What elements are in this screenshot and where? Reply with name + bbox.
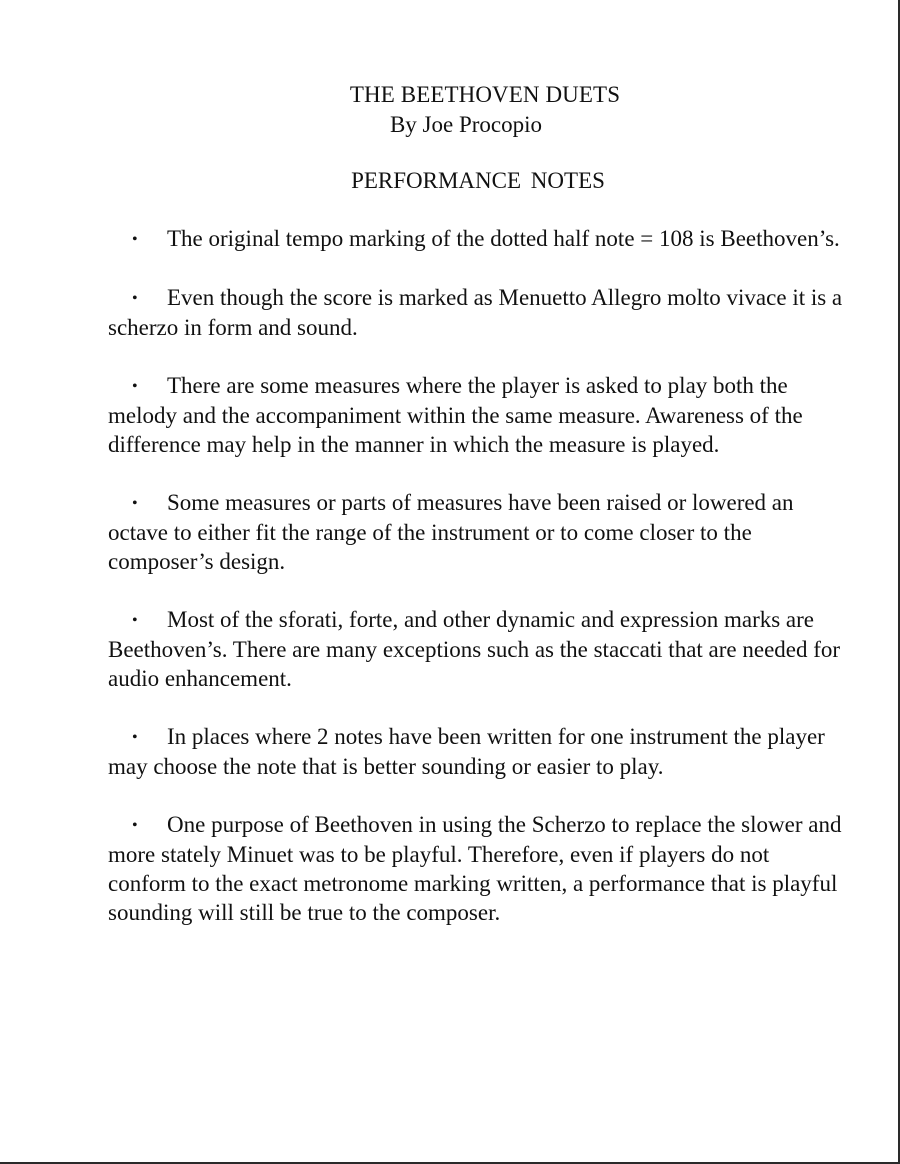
bullet-icon: • [132, 231, 138, 248]
section-title: PERFORMANCE NOTES [351, 168, 605, 193]
note-item [108, 224, 848, 254]
bullet-icon: • [132, 495, 138, 512]
performance-notes-list [108, 224, 848, 956]
bullet-icon: • [132, 378, 138, 395]
note-item [108, 283, 848, 342]
note-text: The original tempo marking of the dotted half note = 108 is Beethoven’s. [167, 226, 840, 251]
note-item [108, 605, 848, 693]
document-header [0, 80, 900, 140]
note-item [108, 722, 848, 781]
document-author: By Joe Procopio [389, 112, 543, 137]
note-text: Some measures or parts of measures have been raised or lowered an octave to either fit the range of the instrument or to come closer to the composer’s design. [108, 490, 794, 574]
note-text: There are some measures where the player is asked to play both the melody and the accompaniment within the same measure. Awareness of the difference may help in the manner in which the measure is played. [108, 373, 803, 457]
note-text: Even though the score is marked as Menuetto Allegro molto vivace it is a scherzo in form and sound. [108, 285, 843, 340]
note-text: In places where 2 notes have been written for one instrument the player may choose the note that is better sounding or easier to play. [108, 724, 825, 779]
document-title: THE BEETHOVEN DUETS [349, 82, 621, 107]
note-text: Most of the sforati, forte, and other dynamic and expression marks are Beethoven’s. There are many exceptions such as the staccati that are needed for audio enhancement. [108, 607, 841, 691]
note-item [108, 488, 848, 576]
bullet-icon: • [132, 817, 138, 834]
bullet-icon: • [132, 729, 138, 746]
bullet-icon: • [132, 612, 138, 629]
note-item [108, 371, 848, 459]
note-item [108, 810, 848, 927]
bullet-icon: • [132, 290, 138, 307]
note-text: One purpose of Beethoven in using the Scherzo to replace the slower and more stately Minuet was to be playful. Therefore, even if players do not conform to the exact metronome marking written, a performance that is playful sounding will still be true to the composer. [108, 812, 842, 925]
